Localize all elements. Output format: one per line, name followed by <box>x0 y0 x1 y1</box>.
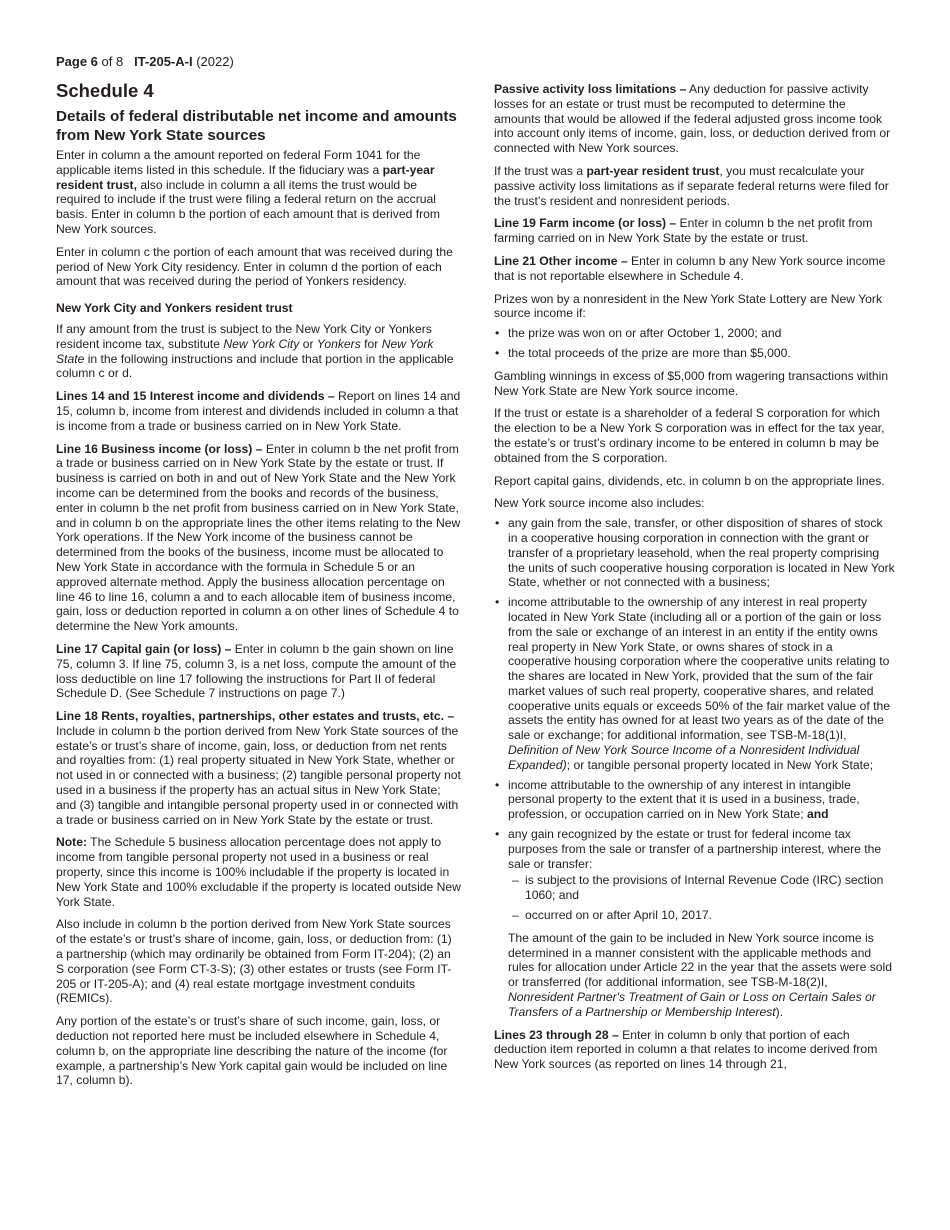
nyc-yonkers-heading: New York City and Yonkers resident trust <box>56 301 293 316</box>
list-item: • income attributable to the ownership of any interest in real property located in New York State (including all or a portion of the gain or loss from the sale or exchange of an interest in an entity if the entity owns real property in New York State, or owns shares of stock in a cooperative housing corporation where the cooperative units relating to the shares are located in New York, provided that the sum of the fair market values of such real property, cooperative shares, and related cooperative units equals or exceeds 50% of the fair market value of the assets the entity has owned for at least two years as of the date of the sale or exchange; for additional information, see TSB-M-18(1)I, Definition of New York Source Income of a Nonresident Individual Expanded); or tangible personal property located in New York State; <box>494 595 895 773</box>
list-item: • the total proceeds of the prize are more than $5,000. <box>494 346 895 361</box>
note-paragraph: Note: The Schedule 5 business allocation percentage does not apply to income from tangible personal property not used in a business or real property, since this income is 100% includable if the property is located in New York State and 100% excludable if the property is located outside New York State. <box>56 835 461 909</box>
passive-activity-paragraph: Passive activity loss limitations – Any deduction for passive activity losses for an estate or trust must be recomputed to determine the amounts that would be allowed if the federal adjusted gross income took into account only items of income, gain, loss, or deduction derived from or connected with New York sources. <box>494 82 891 156</box>
list-item: • any gain from the sale, transfer, or other disposition of shares of stock in a cooperative housing corporation in connection with the grant or transfer of a proprietary leasehold, when the real property comprising the units of such cooperative housing corporation is located in New York State, whether or not connected with a business; <box>494 516 895 590</box>
ny-source-intro: New York source income also includes: <box>494 496 705 511</box>
list-item: – occurred on or after April 10, 2017. <box>508 908 895 923</box>
schedule-title: Schedule 4 <box>56 80 154 101</box>
column-c-d-paragraph: Enter in column c the portion of each amount that was received during the period of New York City residency. Enter in column d the portion of each amount that was received during the period of Yonkers residency. <box>56 244 453 289</box>
nyc-yonkers-paragraph: If any amount from the trust is subject to the New York City or Yonkers resident income tax, substitute New York City or Yonkers for New York State in the following instructions and include that portion in the applicable column c or d. <box>56 321 454 381</box>
list-item: • income attributable to the ownership of any interest in intangible personal property to the extent that it is used in a business, trade, profession, or occupation carried on in New York State; and <box>494 778 895 822</box>
lines-14-15-paragraph: Lines 14 and 15 Interest income and dividends – Report on lines 14 and 15, column b, income from interest and dividends included in column a that is income from a trade or business carried on in New York State. <box>56 389 461 433</box>
page-header <box>56 54 234 69</box>
list-item: • any gain recognized by the estate or trust for federal income tax purposes from the sale or transfer of a partnership interest, where the sale or transfer: – is subject to the provisions of Internal Revenue Code (IRC) section 1060; and – occurred on or after April 10, 2017. <box>494 827 895 923</box>
report-paragraph: Report capital gains, dividends, etc. in column b on the appropriate lines. <box>494 473 885 488</box>
any-portion-paragraph: Any portion of the estate’s or trust’s share of such income, gain, loss, or deduction not reported here must be included elsewhere in Schedule 4, column b, on the appropriate line describing the nature of the income (for example, a partnership’s New York capital gain would be included on line 17, column b). <box>56 1014 448 1088</box>
line-19-paragraph: Line 19 Farm income (or loss) – Enter in column b the net profit from farming carried on in New York State by the estate or trust. <box>494 216 873 246</box>
form-year: (2022) <box>196 54 234 69</box>
line-16-paragraph: Line 16 Business income (or loss) – Enter in column b the net profit from a trade or business carried on in New York State by the estate or trust. If business is carried on both in and out of New York State and the New York income can be determined from the books and records of the business, enter in column b the net profit from business carried on in New York State, and in column b on the appropriate lines the other items relating to the New York operations. If the New York income of the business cannot be determined from the books of the business, income must be allocated to New York State in accordance with the formula in Schedule 5 or an approved alternate method. Apply the business allocation percentage on line 46 to line 16, column a and to each allocable item of business income, gain, loss or deduction reported in column a on other lines of Schedule 4 to determine the New York amounts. <box>56 441 461 634</box>
prizes-intro: Prizes won by a nonresident in the New York State Lottery are New York source income if: <box>494 291 883 321</box>
right-column <box>494 82 895 1072</box>
partnership-conditions-list <box>508 873 895 922</box>
page-number: Page 6 <box>56 54 98 69</box>
part-year-paragraph: If the trust was a part-year resident trust, you must recalculate your passive activity loss limitations as if separate federal returns were filed for the trust’s resident and nonresident periods. <box>494 163 889 208</box>
ny-source-list <box>494 516 895 923</box>
line-17-paragraph: Line 17 Capital gain (or loss) – Enter in column b the gain shown on line 75, column 3. If line 75, column 3, is a net loss, compute the amount of the loss deductible on line 17 following the instructions for Part II of federal Schedule D. (See Schedule 7 instructions on page 7.) <box>56 641 457 701</box>
form-id: IT-205-A-I <box>134 54 193 69</box>
line-18-paragraph: Line 18 Rents, royalties, partnerships, other estates and trusts, etc. – Include in column b the portion derived from New York State sources of the estate’s or trust’s share of income, gain, loss, or deduction from net rents and royalties from: (1) real property situated in New York State, whether or not used in or connected with a business; (2) tangible personal property not used in a business if the property has an actual situs in New York State; and (3) tangible and intangible personal property used in or connected with a trade or business carried on in New York State by the estate or trust. <box>56 709 461 827</box>
details-title: Details of federal distributable net income and amounts from New York State sources <box>56 108 457 144</box>
line-21-paragraph: Line 21 Other income – Enter in column b any New York source income that is not reportable elsewhere in Schedule 4. <box>494 253 886 283</box>
intro-paragraph: Enter in column a the amount reported on federal Form 1041 for the applicable items listed in this schedule. If the fiduciary was a part-year resident trust, also include in column a all items the trust would be required to include if the trust were filing a federal return on the accrual basis. Enter in column b the portion of each amount that is derived from New York sources. <box>56 148 440 236</box>
list-item: • the prize was won on or after October 1, 2000; and <box>494 326 895 341</box>
prizes-list <box>494 326 895 361</box>
gambling-paragraph: Gambling winnings in excess of $5,000 from wagering transactions within New York State are New York source income. <box>494 368 889 398</box>
left-column <box>56 80 461 1088</box>
list-item: – is subject to the provisions of Internal Revenue Code (IRC) section 1060; and <box>508 873 895 903</box>
lines-23-28-paragraph: Lines 23 through 28 – Enter in column b only that portion of each deduction item reported in column a that relates to income derived from New York sources (as reported on lines 14 through 21, <box>494 1027 878 1072</box>
also-include-paragraph: Also include in column b the portion derived from New York State sources of the estate’s or trust’s share of income, gain, loss, or deduction from: (1) a partnership (which may ordinarily be obtained from Form IT-204); (2) an S corporation (see Form CT-3-S); (3) other estates or trusts (see Form IT-205 or IT-205-A); and (4) real estate mortgage investment conduits (REMICs). <box>56 917 452 1006</box>
gain-amount-paragraph: The amount of the gain to be included in New York source income is determined in a manner consistent with the applicable methods and rules for allocation under Article 22 in the year that the assets were sold or transferred (for additional information, see TSB-M-18(2)I, Nonresident Partner's Treatment of Gain or Loss on Certain Sales or Transfers of a Partnership or Membership Interest). <box>508 930 892 1019</box>
s-corp-paragraph: If the trust or estate is a shareholder of a federal S corporation for which the election to be a New York S corporation was in effect for the tax year, the estate’s or trust’s ordinary income to be entered in column b may be obtained from the S corporation. <box>494 406 885 465</box>
page-total: of 8 <box>101 54 124 69</box>
